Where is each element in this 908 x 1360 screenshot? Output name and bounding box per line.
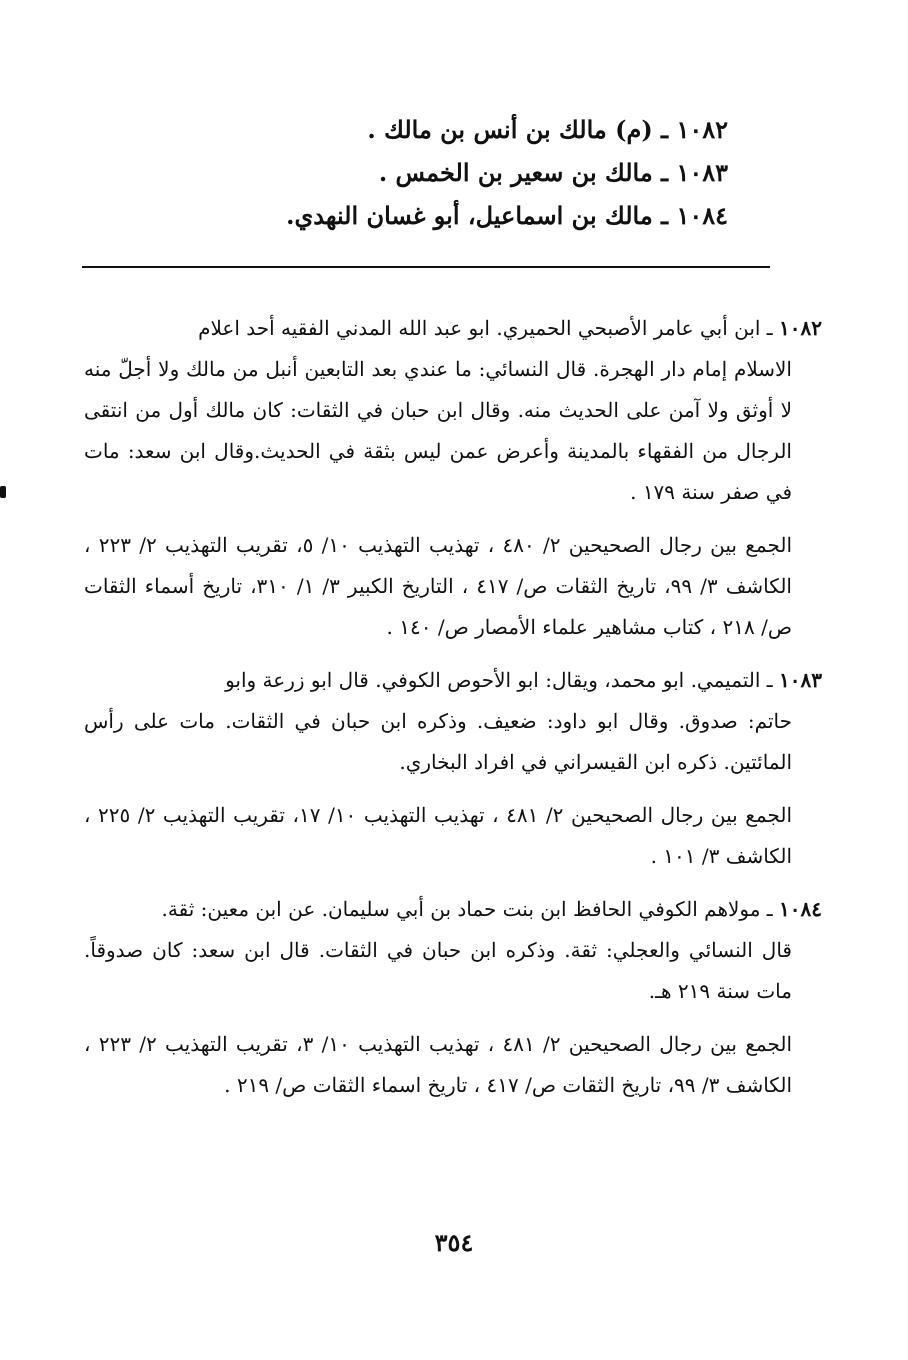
footnote-bio (84, 660, 822, 783)
footnote-bio-first-line: ـ التميمي. ابو محمد، ويقال: ابو الأحوص الكوفي. قال ابو زرعة وابو (225, 668, 780, 692)
footnote-divider (82, 266, 770, 268)
footnote-number: ١٠٨٢ (779, 316, 822, 340)
footnote-number: ١٠٨٤ (779, 897, 822, 921)
footnote-bio-continuation: حاتم: صدوق. وقال ابو داود: ضعيف. وذكره ابن حبان في الثقات. مات على رأس المائتين. ذكره ابن القيسراني في افراد البخاري. (84, 709, 792, 774)
footnote-bio (84, 308, 822, 513)
footnote-bio-first-line: ـ مولاهم الكوفي الحافظ ابن بنت حماد بن أبي سليمان. عن ابن معين: ثقة. (161, 897, 780, 921)
footnote-sources: الجمع بين رجال الصحيحين ٢/ ٤٨١ ، تهذيب التهذيب ١٠/ ٣، تقريب التهذيب ٢/ ٢٢٣ ، الكاشف ٣/ ٩٩، تاريخ الثقات ص/ ٤١٧ ، تاريخ اسماء الثقات ص/ ٢١٩ . (84, 1032, 792, 1097)
footnote-sources: الجمع بين رجال الصحيحين ٢/ ٤٨٠ ، تهذيب التهذيب ١٠/ ٥، تقريب التهذيب ٢/ ٢٢٣ ، الكاشف ٣/ ٩٩، تاريخ الثقات ص/ ٤١٧ ، التاريخ الكبير ٣/ ١/ ٣١٠، تاريخ أسماء الثقات ص/ ٢١٨ ، كتاب مشاهير علماء الأمصار ص/ ١٤٠ . (84, 533, 792, 639)
footnote-number: ١٠٨٣ (779, 668, 822, 692)
footnote-bio-continuation: قال النسائي والعجلي: ثقة. وذكره ابن حبان في الثقات. قال ابن سعد: كان صدوقاً. مات سنة ٢١٩ هـ. (84, 938, 792, 1003)
footnote-bio-continuation: الاسلام إمام دار الهجرة. قال النسائي: ما عندي بعد التابعين أنبل من مالك ولا أجلّ منه لا أوثق ولا آمن على الحديث منه. وقال ابن حبان في الثقات: كان مالك أول من انتقى الرجال من الفقهاء بالمدينة وأعرض عمن ليس بثقة في الحديث.وقال ابن سعد: مات في صفر سنة ١٧٩ . (84, 357, 792, 504)
page-number: ٣٥٤ (434, 1228, 474, 1257)
footnote-bio (84, 889, 822, 1012)
footnote-1082 (84, 308, 822, 648)
main-entry-1082: ١٠٨٢ ـ (م) مالك بن أنس بن مالك . (367, 115, 728, 144)
main-entries-list (168, 108, 728, 237)
footnote-1083 (84, 660, 822, 877)
footnotes (84, 308, 822, 1118)
footnote-sources: الجمع بين رجال الصحيحين ٢/ ٤٨١ ، تهذيب التهذيب ١٠/ ١٧، تقريب التهذيب ٢/ ٢٢٥ ، الكاشف ٣/ ١٠١ . (84, 803, 793, 868)
margin-mark (0, 486, 6, 498)
footnote-bio-first-line: ـ ابن أبي عامر الأصبحي الحميري. ابو عبد الله المدني الفقيه أحد اعلام (198, 316, 780, 340)
main-entry-1084: ١٠٨٤ ـ مالك بن اسماعيل، أبو غسان النهدي. (286, 201, 728, 230)
main-entry-1083: ١٠٨٣ ـ مالك بن سعير بن الخمس . (378, 158, 728, 187)
footnote-1084 (84, 889, 822, 1106)
